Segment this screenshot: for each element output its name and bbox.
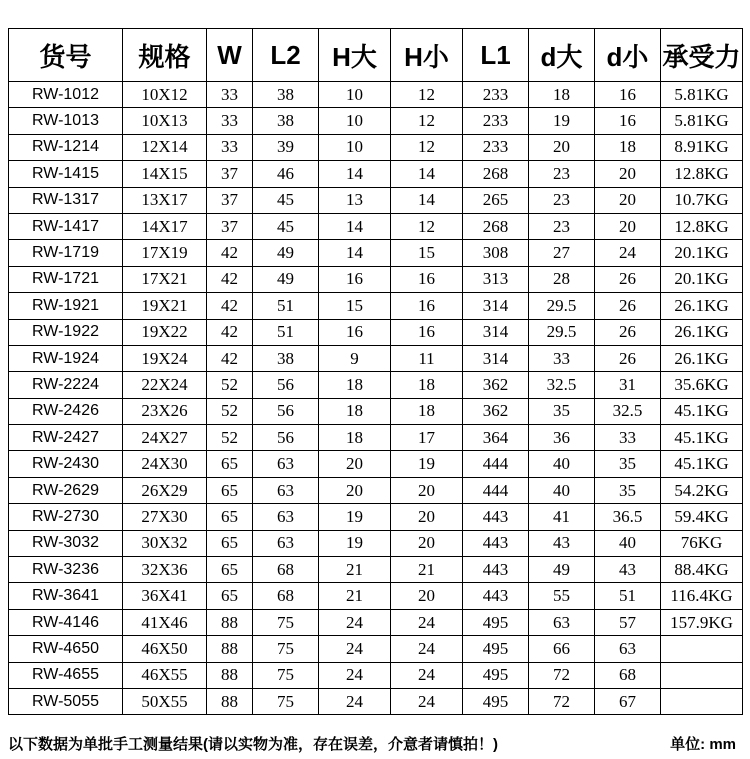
cell-spec: 36X41 <box>123 583 207 609</box>
cell-code: RW-2426 <box>9 398 123 424</box>
cell-spec: 22X24 <box>123 372 207 398</box>
cell-l1: 233 <box>463 82 529 108</box>
column-header-h-large: H大 <box>319 29 391 82</box>
table-row <box>9 372 743 398</box>
cell-code: RW-4655 <box>9 662 123 688</box>
cell-w: 42 <box>207 240 253 266</box>
cell-h-small: 24 <box>391 688 463 714</box>
cell-h-small: 12 <box>391 108 463 134</box>
table-row <box>9 240 743 266</box>
cell-code: RW-1214 <box>9 134 123 160</box>
cell-capacity <box>661 662 743 688</box>
cell-d-small: 43 <box>595 557 661 583</box>
cell-d-small: 35 <box>595 477 661 503</box>
cell-capacity <box>661 688 743 714</box>
cell-d-large: 23 <box>529 161 595 187</box>
cell-spec: 32X36 <box>123 557 207 583</box>
cell-spec: 24X27 <box>123 425 207 451</box>
cell-spec: 10X13 <box>123 108 207 134</box>
cell-h-small: 24 <box>391 636 463 662</box>
cell-d-large: 23 <box>529 187 595 213</box>
cell-l1: 308 <box>463 240 529 266</box>
cell-d-large: 36 <box>529 425 595 451</box>
cell-capacity: 45.1KG <box>661 425 743 451</box>
table-row <box>9 213 743 239</box>
cell-capacity: 12.8KG <box>661 213 743 239</box>
cell-w: 88 <box>207 688 253 714</box>
cell-d-large: 32.5 <box>529 372 595 398</box>
column-header-capacity: 承受力 <box>661 29 743 82</box>
cell-h-large: 24 <box>319 609 391 635</box>
cell-w: 65 <box>207 530 253 556</box>
cell-h-small: 18 <box>391 398 463 424</box>
cell-d-large: 29.5 <box>529 293 595 319</box>
table-row <box>9 266 743 292</box>
cell-spec: 27X30 <box>123 504 207 530</box>
column-header-code: 货号 <box>9 29 123 82</box>
cell-w: 42 <box>207 345 253 371</box>
cell-w: 88 <box>207 662 253 688</box>
cell-h-large: 19 <box>319 530 391 556</box>
unit-label: 单位: mm <box>670 736 736 754</box>
cell-h-large: 21 <box>319 557 391 583</box>
cell-l1: 362 <box>463 372 529 398</box>
cell-d-large: 40 <box>529 451 595 477</box>
table-row <box>9 425 743 451</box>
cell-d-large: 66 <box>529 636 595 662</box>
cell-capacity: 26.1KG <box>661 293 743 319</box>
table-row <box>9 636 743 662</box>
cell-d-large: 41 <box>529 504 595 530</box>
cell-l1: 313 <box>463 266 529 292</box>
cell-h-small: 24 <box>391 662 463 688</box>
cell-capacity: 12.8KG <box>661 161 743 187</box>
cell-d-small: 68 <box>595 662 661 688</box>
cell-h-small: 16 <box>391 266 463 292</box>
cell-d-small: 36.5 <box>595 504 661 530</box>
cell-w: 52 <box>207 425 253 451</box>
cell-spec: 14X17 <box>123 213 207 239</box>
cell-w: 65 <box>207 477 253 503</box>
cell-d-small: 16 <box>595 82 661 108</box>
cell-h-large: 19 <box>319 504 391 530</box>
cell-w: 33 <box>207 108 253 134</box>
cell-code: RW-2224 <box>9 372 123 398</box>
cell-h-large: 18 <box>319 372 391 398</box>
cell-spec: 13X17 <box>123 187 207 213</box>
cell-h-small: 11 <box>391 345 463 371</box>
cell-h-large: 14 <box>319 161 391 187</box>
cell-l1: 268 <box>463 161 529 187</box>
cell-l2: 63 <box>253 477 319 503</box>
cell-code: RW-2427 <box>9 425 123 451</box>
cell-h-large: 14 <box>319 213 391 239</box>
cell-capacity: 10.7KG <box>661 187 743 213</box>
cell-l2: 68 <box>253 583 319 609</box>
cell-l2: 38 <box>253 108 319 134</box>
table-row <box>9 108 743 134</box>
cell-d-large: 20 <box>529 134 595 160</box>
cell-spec: 17X19 <box>123 240 207 266</box>
cell-spec: 19X22 <box>123 319 207 345</box>
cell-w: 65 <box>207 504 253 530</box>
cell-w: 65 <box>207 451 253 477</box>
cell-spec: 46X50 <box>123 636 207 662</box>
column-header-h-small: H小 <box>391 29 463 82</box>
cell-d-small: 18 <box>595 134 661 160</box>
table-row <box>9 319 743 345</box>
cell-d-small: 57 <box>595 609 661 635</box>
cell-capacity: 5.81KG <box>661 108 743 134</box>
cell-h-small: 19 <box>391 451 463 477</box>
cell-d-small: 20 <box>595 213 661 239</box>
cell-l1: 443 <box>463 583 529 609</box>
cell-capacity: 26.1KG <box>661 319 743 345</box>
cell-code: RW-1719 <box>9 240 123 266</box>
cell-capacity: 76KG <box>661 530 743 556</box>
cell-d-small: 40 <box>595 530 661 556</box>
table-row <box>9 187 743 213</box>
cell-capacity: 116.4KG <box>661 583 743 609</box>
cell-d-small: 26 <box>595 345 661 371</box>
cell-l2: 63 <box>253 530 319 556</box>
cell-capacity: 26.1KG <box>661 345 743 371</box>
cell-d-large: 28 <box>529 266 595 292</box>
cell-l1: 443 <box>463 557 529 583</box>
cell-d-small: 26 <box>595 266 661 292</box>
cell-h-large: 18 <box>319 398 391 424</box>
table-row <box>9 82 743 108</box>
cell-d-small: 35 <box>595 451 661 477</box>
cell-capacity: 8.91KG <box>661 134 743 160</box>
cell-l1: 495 <box>463 609 529 635</box>
cell-spec: 19X24 <box>123 345 207 371</box>
cell-d-small: 67 <box>595 688 661 714</box>
cell-code: RW-4650 <box>9 636 123 662</box>
cell-h-large: 18 <box>319 425 391 451</box>
cell-d-large: 63 <box>529 609 595 635</box>
cell-spec: 10X12 <box>123 82 207 108</box>
cell-l1: 268 <box>463 213 529 239</box>
cell-spec: 14X15 <box>123 161 207 187</box>
cell-capacity: 35.6KG <box>661 372 743 398</box>
cell-code: RW-3032 <box>9 530 123 556</box>
cell-d-large: 49 <box>529 557 595 583</box>
specification-table <box>8 28 743 715</box>
cell-spec: 19X21 <box>123 293 207 319</box>
cell-l1: 314 <box>463 293 529 319</box>
cell-d-large: 72 <box>529 662 595 688</box>
cell-h-large: 10 <box>319 134 391 160</box>
cell-h-small: 17 <box>391 425 463 451</box>
cell-d-large: 72 <box>529 688 595 714</box>
column-header-l2: L2 <box>253 29 319 82</box>
cell-h-small: 16 <box>391 293 463 319</box>
cell-d-small: 32.5 <box>595 398 661 424</box>
cell-code: RW-1721 <box>9 266 123 292</box>
cell-d-small: 26 <box>595 319 661 345</box>
column-header-d-large: d大 <box>529 29 595 82</box>
cell-w: 33 <box>207 134 253 160</box>
cell-h-large: 10 <box>319 108 391 134</box>
table-row <box>9 477 743 503</box>
cell-w: 65 <box>207 583 253 609</box>
cell-code: RW-2430 <box>9 451 123 477</box>
cell-l2: 51 <box>253 293 319 319</box>
cell-capacity: 45.1KG <box>661 398 743 424</box>
cell-h-large: 20 <box>319 451 391 477</box>
cell-d-small: 16 <box>595 108 661 134</box>
cell-d-large: 43 <box>529 530 595 556</box>
cell-w: 37 <box>207 161 253 187</box>
cell-w: 33 <box>207 82 253 108</box>
cell-spec: 12X14 <box>123 134 207 160</box>
cell-l1: 495 <box>463 636 529 662</box>
table-row <box>9 345 743 371</box>
cell-d-small: 26 <box>595 293 661 319</box>
cell-spec: 24X30 <box>123 451 207 477</box>
cell-h-large: 24 <box>319 688 391 714</box>
cell-l2: 49 <box>253 240 319 266</box>
cell-l2: 63 <box>253 451 319 477</box>
cell-d-small: 51 <box>595 583 661 609</box>
cell-w: 88 <box>207 636 253 662</box>
footer <box>8 733 742 754</box>
cell-code: RW-4146 <box>9 609 123 635</box>
table-row <box>9 451 743 477</box>
cell-w: 42 <box>207 293 253 319</box>
cell-h-large: 16 <box>319 319 391 345</box>
cell-h-large: 9 <box>319 345 391 371</box>
cell-l2: 45 <box>253 213 319 239</box>
cell-d-large: 33 <box>529 345 595 371</box>
cell-w: 52 <box>207 372 253 398</box>
cell-h-small: 20 <box>391 477 463 503</box>
table-row <box>9 662 743 688</box>
cell-d-small: 31 <box>595 372 661 398</box>
cell-w: 88 <box>207 609 253 635</box>
cell-d-large: 18 <box>529 82 595 108</box>
cell-l2: 75 <box>253 688 319 714</box>
cell-spec: 46X55 <box>123 662 207 688</box>
cell-l1: 443 <box>463 504 529 530</box>
cell-h-large: 24 <box>319 662 391 688</box>
cell-capacity: 5.81KG <box>661 82 743 108</box>
table-header-row <box>9 29 743 82</box>
cell-h-large: 16 <box>319 266 391 292</box>
cell-d-small: 33 <box>595 425 661 451</box>
table-row <box>9 583 743 609</box>
cell-spec: 30X32 <box>123 530 207 556</box>
cell-l1: 495 <box>463 688 529 714</box>
cell-l1: 444 <box>463 477 529 503</box>
cell-capacity: 20.1KG <box>661 266 743 292</box>
cell-l1: 443 <box>463 530 529 556</box>
cell-capacity: 59.4KG <box>661 504 743 530</box>
table-row <box>9 293 743 319</box>
cell-h-small: 16 <box>391 319 463 345</box>
cell-l1: 362 <box>463 398 529 424</box>
cell-h-small: 20 <box>391 504 463 530</box>
cell-h-large: 24 <box>319 636 391 662</box>
table-row <box>9 557 743 583</box>
cell-spec: 26X29 <box>123 477 207 503</box>
cell-h-small: 15 <box>391 240 463 266</box>
cell-w: 37 <box>207 213 253 239</box>
cell-h-small: 20 <box>391 583 463 609</box>
cell-capacity: 157.9KG <box>661 609 743 635</box>
cell-h-large: 14 <box>319 240 391 266</box>
cell-h-small: 20 <box>391 530 463 556</box>
cell-code: RW-1921 <box>9 293 123 319</box>
cell-d-large: 40 <box>529 477 595 503</box>
cell-l2: 45 <box>253 187 319 213</box>
cell-l2: 68 <box>253 557 319 583</box>
cell-spec: 23X26 <box>123 398 207 424</box>
cell-h-small: 14 <box>391 187 463 213</box>
cell-code: RW-1922 <box>9 319 123 345</box>
cell-l1: 265 <box>463 187 529 213</box>
cell-l1: 364 <box>463 425 529 451</box>
cell-code: RW-1415 <box>9 161 123 187</box>
cell-l1: 233 <box>463 134 529 160</box>
cell-w: 37 <box>207 187 253 213</box>
cell-h-small: 12 <box>391 82 463 108</box>
cell-l2: 38 <box>253 345 319 371</box>
cell-h-small: 12 <box>391 213 463 239</box>
table-row <box>9 530 743 556</box>
cell-h-large: 15 <box>319 293 391 319</box>
cell-capacity: 45.1KG <box>661 451 743 477</box>
cell-w: 42 <box>207 266 253 292</box>
table-row <box>9 398 743 424</box>
cell-l2: 56 <box>253 425 319 451</box>
cell-h-large: 13 <box>319 187 391 213</box>
cell-d-large: 55 <box>529 583 595 609</box>
cell-d-small: 24 <box>595 240 661 266</box>
cell-capacity: 20.1KG <box>661 240 743 266</box>
cell-code: RW-1417 <box>9 213 123 239</box>
cell-d-small: 20 <box>595 187 661 213</box>
cell-d-large: 35 <box>529 398 595 424</box>
cell-w: 65 <box>207 557 253 583</box>
cell-d-large: 29.5 <box>529 319 595 345</box>
cell-h-small: 14 <box>391 161 463 187</box>
cell-h-large: 10 <box>319 82 391 108</box>
cell-l2: 75 <box>253 662 319 688</box>
cell-code: RW-1013 <box>9 108 123 134</box>
cell-h-small: 12 <box>391 134 463 160</box>
table-row <box>9 609 743 635</box>
table-header <box>9 29 743 82</box>
table-row <box>9 161 743 187</box>
cell-capacity <box>661 636 743 662</box>
cell-l1: 444 <box>463 451 529 477</box>
cell-l1: 233 <box>463 108 529 134</box>
cell-l2: 63 <box>253 504 319 530</box>
cell-l2: 49 <box>253 266 319 292</box>
cell-l2: 39 <box>253 134 319 160</box>
cell-h-small: 24 <box>391 609 463 635</box>
table-row <box>9 134 743 160</box>
cell-d-large: 23 <box>529 213 595 239</box>
column-header-w: W <box>207 29 253 82</box>
cell-spec: 50X55 <box>123 688 207 714</box>
cell-d-small: 20 <box>595 161 661 187</box>
cell-h-small: 18 <box>391 372 463 398</box>
cell-d-large: 27 <box>529 240 595 266</box>
cell-code: RW-3236 <box>9 557 123 583</box>
measurement-note: 以下数据为单批手工测量结果(请以实物为准，存在误差，介意者请慎拍！) <box>8 736 498 754</box>
cell-spec: 17X21 <box>123 266 207 292</box>
cell-spec: 41X46 <box>123 609 207 635</box>
cell-code: RW-3641 <box>9 583 123 609</box>
cell-l2: 75 <box>253 636 319 662</box>
cell-d-large: 19 <box>529 108 595 134</box>
column-header-l1: L1 <box>463 29 529 82</box>
cell-h-large: 20 <box>319 477 391 503</box>
cell-capacity: 88.4KG <box>661 557 743 583</box>
table-body <box>9 82 743 715</box>
cell-capacity: 54.2KG <box>661 477 743 503</box>
cell-l2: 38 <box>253 82 319 108</box>
cell-h-large: 21 <box>319 583 391 609</box>
cell-code: RW-1924 <box>9 345 123 371</box>
cell-w: 42 <box>207 319 253 345</box>
column-header-spec: 规格 <box>123 29 207 82</box>
cell-code: RW-2730 <box>9 504 123 530</box>
cell-code: RW-5055 <box>9 688 123 714</box>
cell-l2: 51 <box>253 319 319 345</box>
table-row <box>9 688 743 714</box>
column-header-d-small: d小 <box>595 29 661 82</box>
table-row <box>9 504 743 530</box>
cell-l1: 314 <box>463 319 529 345</box>
cell-l2: 56 <box>253 372 319 398</box>
cell-l2: 46 <box>253 161 319 187</box>
cell-l1: 314 <box>463 345 529 371</box>
cell-code: RW-1317 <box>9 187 123 213</box>
cell-l2: 75 <box>253 609 319 635</box>
cell-d-small: 63 <box>595 636 661 662</box>
cell-l1: 495 <box>463 662 529 688</box>
cell-code: RW-1012 <box>9 82 123 108</box>
cell-l2: 56 <box>253 398 319 424</box>
cell-code: RW-2629 <box>9 477 123 503</box>
cell-w: 52 <box>207 398 253 424</box>
cell-h-small: 21 <box>391 557 463 583</box>
